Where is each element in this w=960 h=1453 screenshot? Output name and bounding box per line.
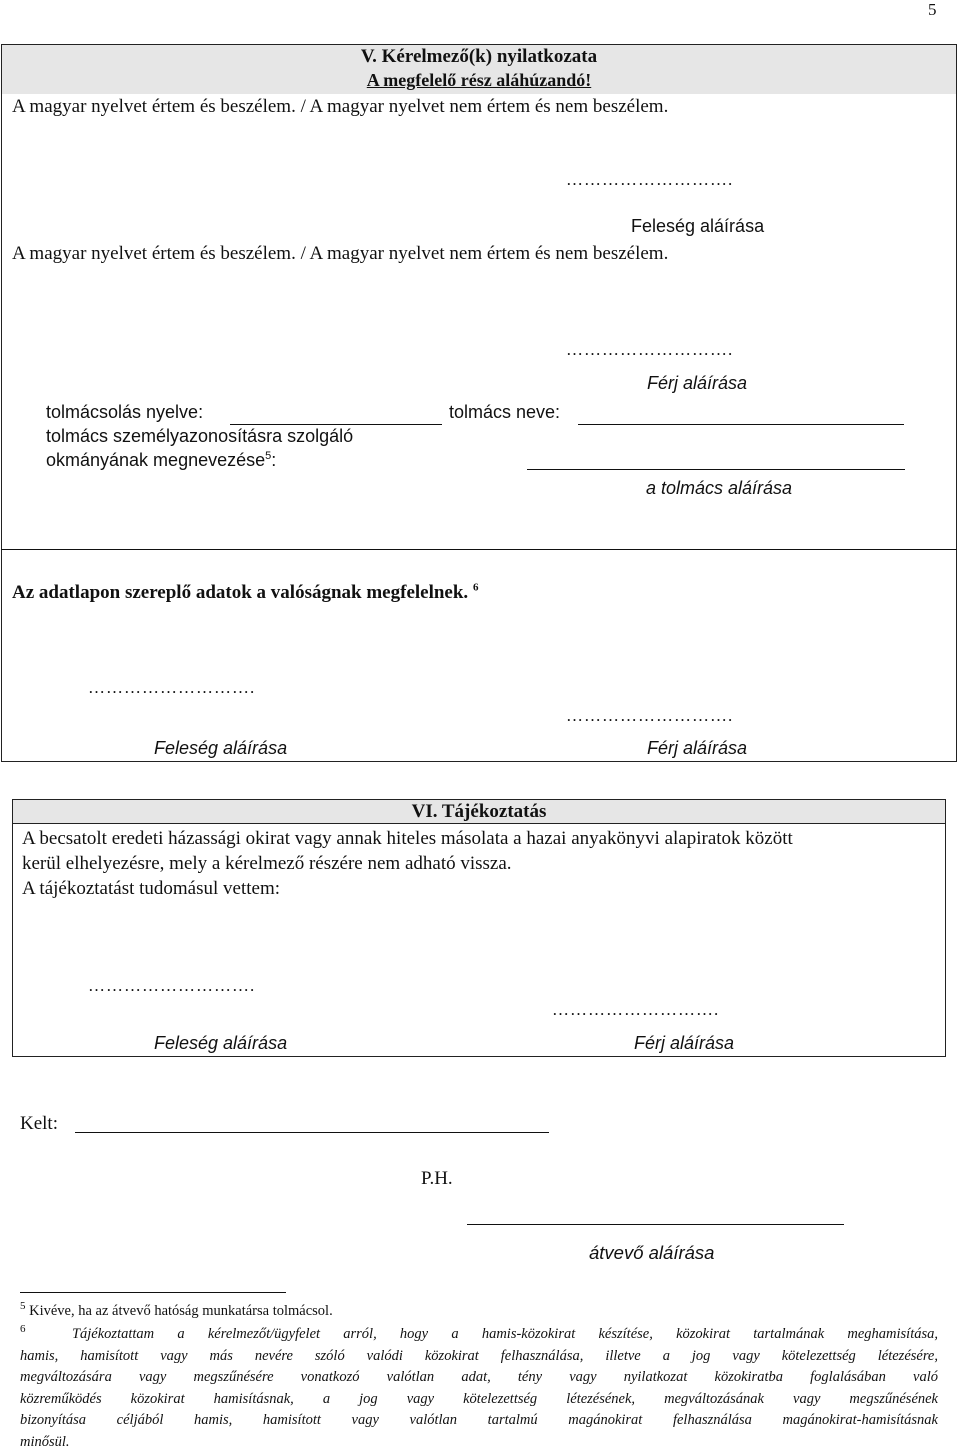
receiver-signature-line[interactable] — [467, 1224, 844, 1225]
signature-dots: ………………………. — [88, 976, 255, 996]
footnote-6-line: megváltozására vagy megszűnésére vonatkozó valótlan adat, tény vagy nyilatkozat közokiratba foglalásában való — [20, 1367, 938, 1389]
section-6-title: VI. Tájékoztatás — [12, 801, 946, 823]
wife-signature-label: Feleség aláírása — [154, 738, 287, 759]
signature-dots: ………………………. — [566, 340, 733, 360]
husband-signature-label: Férj aláírása — [647, 373, 747, 394]
signature-dots: ………………………. — [566, 170, 733, 190]
interpreter-language-label: tolmácsolás nyelve: — [46, 402, 203, 423]
interpreter-signature-line[interactable] — [527, 469, 905, 470]
footnote-ref-5: 5 — [265, 450, 271, 462]
interpreter-name-label: tolmács neve: — [449, 402, 560, 423]
footnote-5: $^5$ Kivéve, ha az átvevő hatóság munkatársa tolmácsol. — [20, 1303, 333, 1320]
interpreter-id-label-1: tolmács személyazonosításra szolgáló — [46, 426, 353, 447]
info-text-line-2: kerül elhelyezésre, mely a kérelmező részére nem adható vissza. — [22, 853, 512, 875]
signature-dots: ………………………. — [566, 706, 733, 726]
footnote-6-line: közreműködés közokirat hamisításnak, a jog vagy kötelezettség létezésének, megváltozásának vagy megszűnésének — [20, 1389, 938, 1411]
receiver-signature-label: átvevő aláírása — [589, 1242, 714, 1264]
section-5-subtitle: A megfelelő rész aláhúzandó! — [0, 70, 958, 91]
footnote-6 — [20, 1324, 938, 1453]
language-statement-husband: A magyar nyelvet értem és beszélem. / A magyar nyelvet nem értem és nem beszélem. — [12, 243, 668, 265]
footnote-separator — [20, 1292, 286, 1293]
page-number: 5 — [928, 0, 937, 20]
husband-signature-label: Férj aláírása — [634, 1033, 734, 1054]
wife-signature-label: Feleség aláírása — [154, 1033, 287, 1054]
signature-dots: ………………………. — [88, 678, 255, 698]
kelt-label: Kelt: — [20, 1113, 58, 1135]
declaration-text: Az adatlapon szereplő adatok a valóságnak megfelelnek. $^6$ — [12, 582, 478, 604]
info-text-line-1: A becsatolt eredeti házassági okirat vagy annak hiteles másolata a hazai anyakönyvi alapiratok között — [22, 828, 793, 850]
signature-dots: ………………………. — [552, 1000, 719, 1020]
section-5-title: V. Kérelmező(k) nyilatkozata — [0, 46, 958, 68]
footnote-6-line: $^6$ Tájékoztattam a kérelmezőt/ügyfelet arról, hogy a hamis-közokirat készítése, közokirat tartalmának meghamisítása, — [20, 1324, 938, 1346]
footnote-6-line: minősül. — [20, 1432, 938, 1453]
acknowledgement-text: A tájékoztatást tudomásul vettem: — [22, 878, 280, 900]
interpreter-signature-label: a tolmács aláírása — [646, 478, 792, 499]
kelt-field[interactable] — [75, 1132, 549, 1133]
footnote-ref-6: 6 — [473, 582, 479, 594]
section-5-divider — [1, 549, 957, 550]
interpreter-id-label-2: okmányának megnevezése$^5$: — [46, 450, 276, 471]
footnote-6-line: hamis, hamisított vagy más nevére szóló valódi közokirat felhasználása, illetve a jog vagy kötelezettség létezésére, — [20, 1346, 938, 1368]
language-statement-wife: A magyar nyelvet értem és beszélem. / A magyar nyelvet nem értem és nem beszélem. — [12, 96, 668, 118]
wife-signature-label: Feleség aláírása — [631, 216, 764, 237]
ph-label: P.H. — [421, 1168, 453, 1190]
husband-signature-label: Férj aláírása — [647, 738, 747, 759]
interpreter-language-field[interactable] — [230, 424, 442, 425]
interpreter-name-field[interactable] — [578, 424, 904, 425]
footnote-6-line: bizonyítása céljából hamis, hamisított vagy valótlan tartalmú magánokirat felhasználása magánokirat-hamisításnak — [20, 1410, 938, 1432]
